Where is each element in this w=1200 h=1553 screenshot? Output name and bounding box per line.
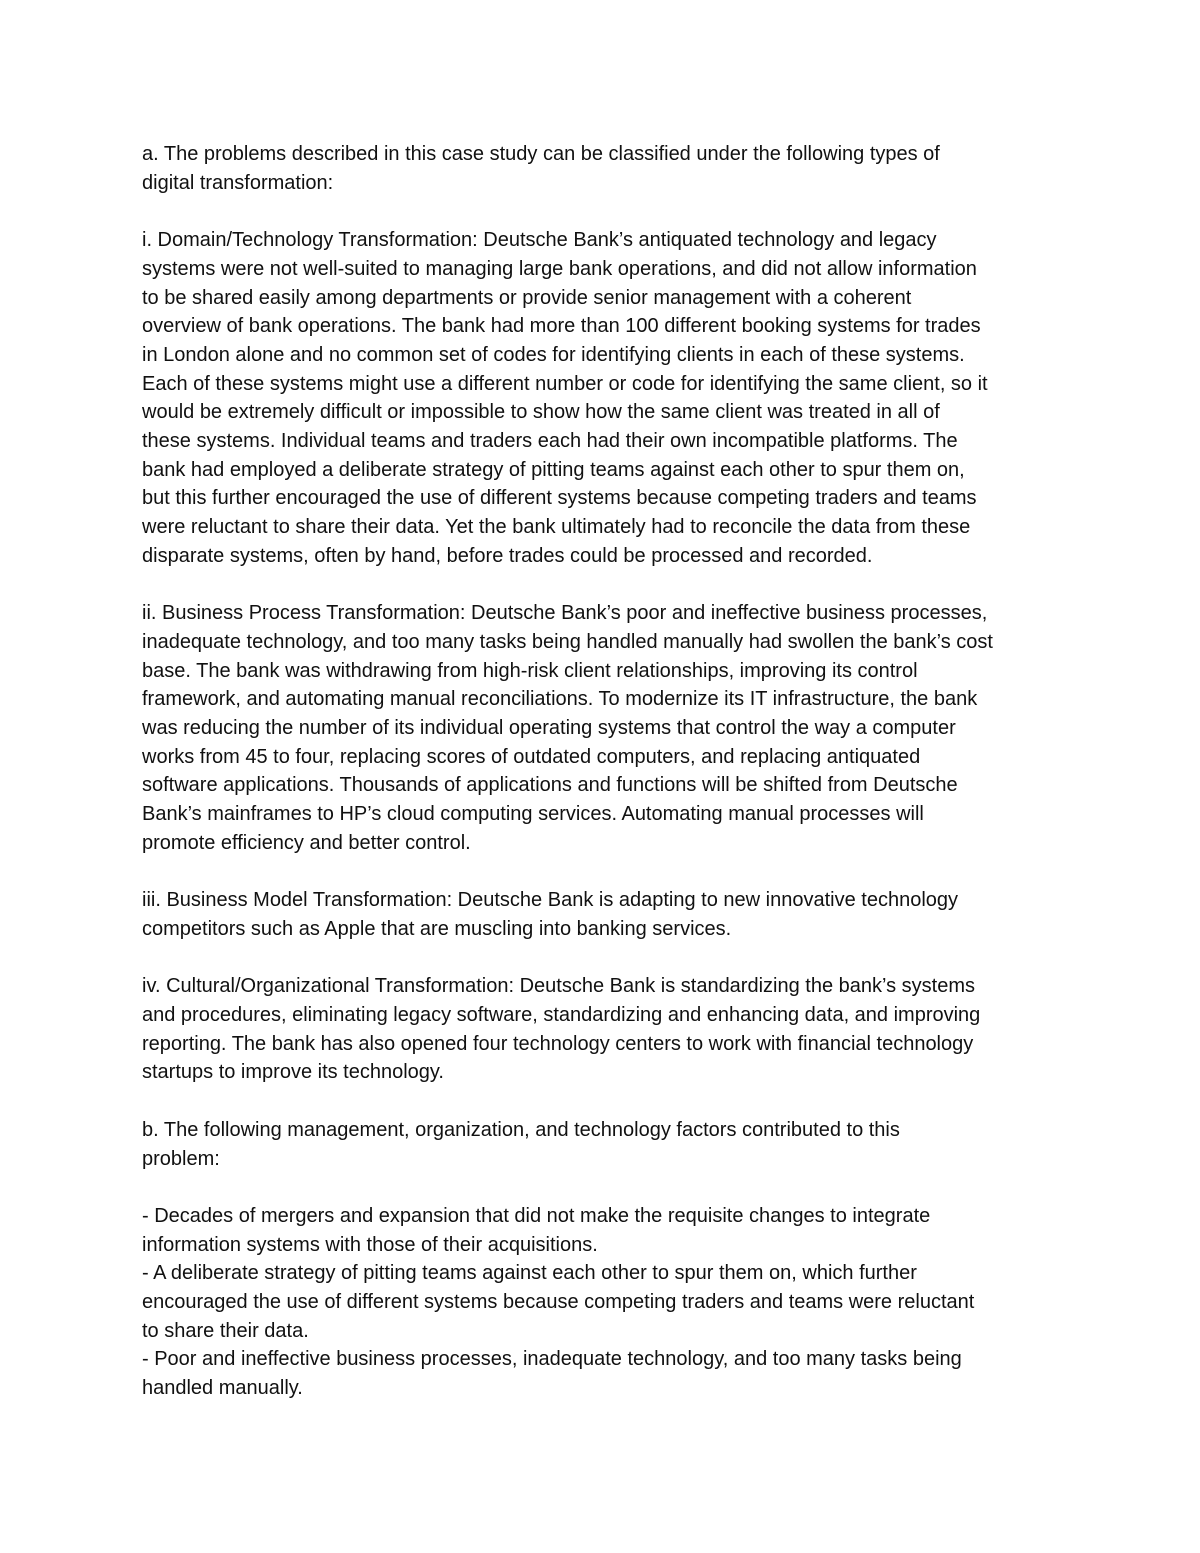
text-line: information systems with those of their acquisitions.	[142, 1233, 598, 1256]
text-line: iii. Business Model Transformation: Deutsche Bank is adapting to new innovative technology	[142, 889, 959, 912]
text-line: framework, and automating manual reconciliations. To modernize its IT infrastructure, the bank	[142, 688, 978, 711]
text-line: but this further encouraged the use of different systems because competing traders and teams	[142, 487, 977, 510]
text-line: b. The following management, organization, and technology factors contributed to this	[142, 1118, 900, 1141]
text-line: i. Domain/Technology Transformation: Deutsche Bank’s antiquated technology and legacy	[142, 229, 937, 252]
text-line: systems were not well-suited to managing large bank operations, and did not allow information	[142, 257, 977, 280]
list-item	[142, 1345, 1072, 1402]
document-body	[142, 140, 1072, 1403]
text-line: these systems. Individual teams and traders each had their own incompatible platforms. The	[142, 430, 958, 453]
text-line: software applications. Thousands of applications and functions will be shifted from Deutsche	[142, 774, 958, 797]
text-line: Each of these systems might use a different number or code for identifying the same client, so it	[142, 372, 988, 395]
text-line: was reducing the number of its individual operating systems that control the way a computer	[142, 717, 956, 740]
text-line: - A deliberate strategy of pitting teams against each other to spur them on, which further	[142, 1262, 917, 1285]
text-line: works from 45 to four, replacing scores of outdated computers, and replacing antiquated	[142, 745, 921, 768]
text-line: a. The problems described in this case study can be classified under the following types of	[142, 143, 940, 165]
text-line: handled manually.	[142, 1377, 303, 1400]
text-line: reporting. The bank has also opened four technology centers to work with financial technology	[142, 1032, 974, 1055]
list-item	[142, 1202, 1072, 1259]
section-a-intro	[142, 140, 1072, 197]
text-line: problem:	[142, 1147, 220, 1170]
text-line: would be extremely difficult or impossible to show how the same client was treated in all of	[142, 401, 940, 424]
list-item	[142, 1259, 1072, 1345]
text-line: in London alone and no common set of codes for identifying clients in each of these systems.	[142, 343, 965, 366]
text-line: were reluctant to share their data. Yet the bank ultimately had to reconcile the data from these	[142, 516, 971, 539]
text-line: competitors such as Apple that are muscling into banking services.	[142, 917, 732, 940]
text-line: ii. Business Process Transformation: Deutsche Bank’s poor and ineffective business processes,	[142, 602, 988, 625]
text-line: - Decades of mergers and expansion that did not make the requisite changes to integrate	[142, 1204, 931, 1227]
section-a-item-cultural-organizational	[142, 972, 1072, 1087]
section-b-factor-list	[142, 1202, 1072, 1403]
text-line: inadequate technology, and too many tasks being handled manually had swollen the bank’s cost	[142, 630, 993, 653]
text-line: iv. Cultural/Organizational Transformation: Deutsche Bank is standardizing the bank’s systems	[142, 975, 975, 998]
text-line: to be shared easily among departments or provide senior management with a coherent	[142, 286, 912, 309]
section-a-item-domain-technology	[142, 226, 1072, 570]
text-line: base. The bank was withdrawing from high-risk client relationships, improving its control	[142, 659, 918, 682]
section-b-intro	[142, 1116, 1072, 1173]
text-line: digital transformation:	[142, 171, 334, 194]
text-line: startups to improve its technology.	[142, 1061, 444, 1084]
text-line: bank had employed a deliberate strategy of pitting teams against each other to spur them on,	[142, 458, 965, 481]
text-line: promote efficiency and better control.	[142, 831, 471, 854]
section-a-item-business-model	[142, 886, 1072, 943]
text-line: disparate systems, often by hand, before trades could be processed and recorded.	[142, 544, 873, 567]
section-a-item-business-process	[142, 599, 1072, 857]
text-line: overview of bank operations. The bank had more than 100 different booking systems for trades	[142, 315, 981, 338]
text-line: and procedures, eliminating legacy software, standardizing and enhancing data, and improving	[142, 1004, 981, 1027]
text-line: to share their data.	[142, 1319, 309, 1342]
text-line: encouraged the use of different systems because competing traders and teams were reluctant	[142, 1291, 975, 1314]
text-line: Bank’s mainframes to HP’s cloud computing services. Automating manual processes will	[142, 803, 924, 826]
text-line: - Poor and ineffective business processes, inadequate technology, and too many tasks being	[142, 1348, 962, 1371]
